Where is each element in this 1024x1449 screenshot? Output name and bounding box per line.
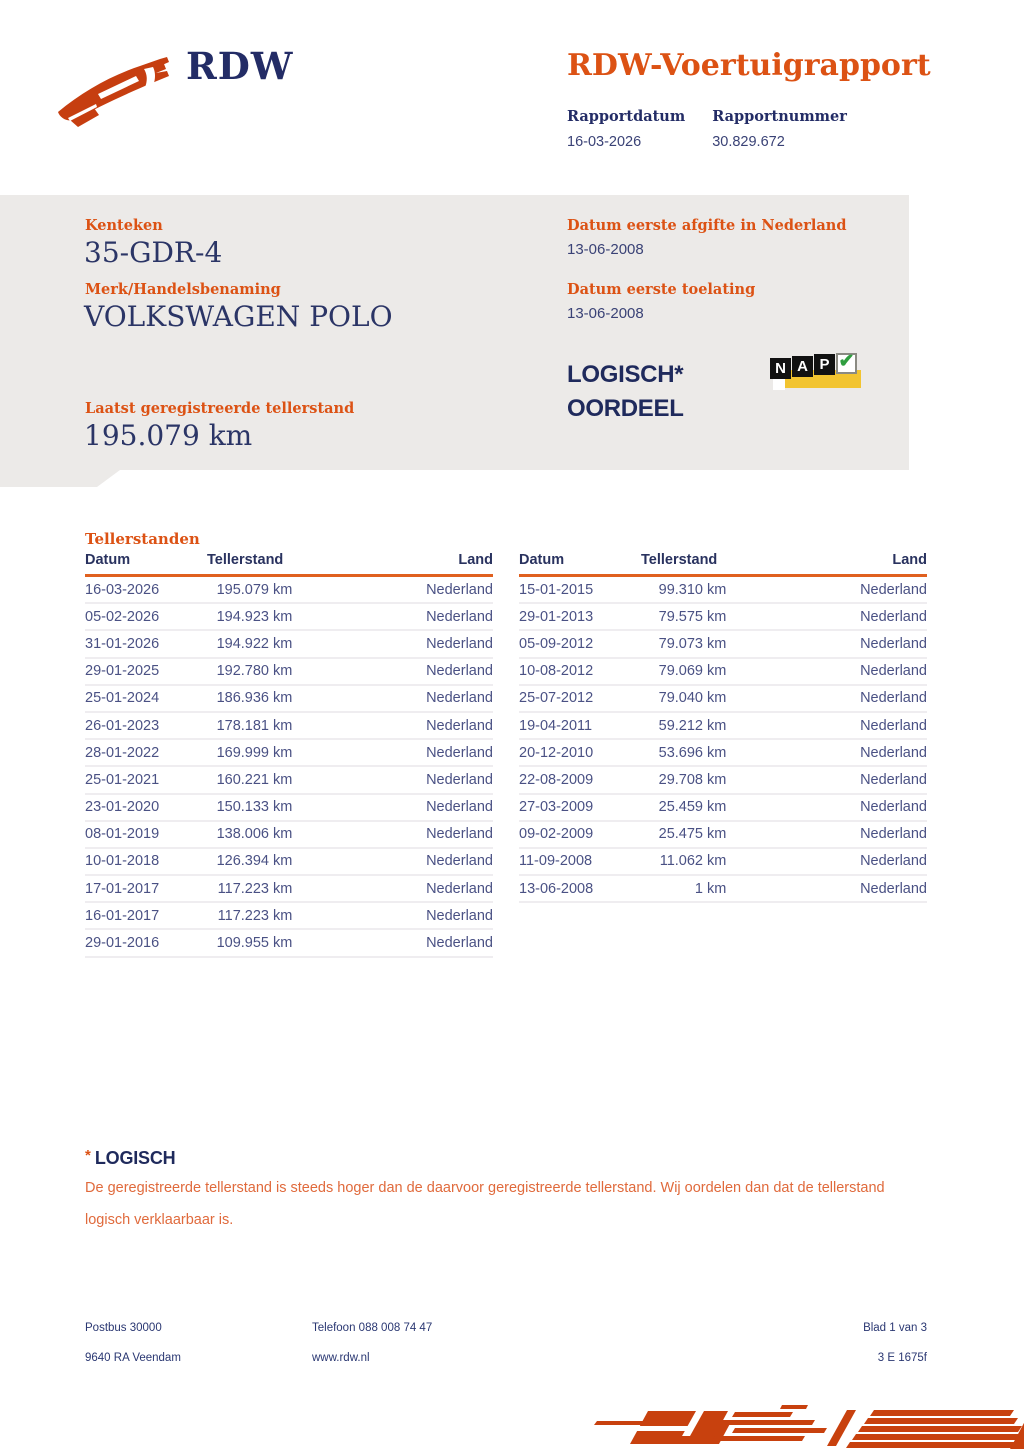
row-date: 20-12-2010 [519,744,594,761]
rdw-wing-logo-icon [48,48,188,133]
footer-address2: 9640 RA Veendam [85,1352,181,1364]
row-country: Nederland [426,608,493,625]
footer-website: www.rdw.nl [312,1352,370,1364]
row-date: 15-01-2015 [519,581,594,598]
row-odometer: 79.073 km [658,635,727,652]
header-tellerstand: Tellerstand [641,552,718,568]
row-country: Nederland [860,717,927,734]
footer-page-number: Blad 1 van 3 [863,1322,927,1334]
row-country: Nederland [426,880,493,897]
row-country: Nederland [426,744,493,761]
table-row [519,849,927,876]
toelating-label: Datum eerste toelating [567,281,756,298]
afgifte-label: Datum eerste afgifte in Nederland [567,217,847,234]
table-row [519,604,927,631]
oordeel-line1: LOGISCH* [567,361,684,388]
row-odometer: 109.955 km [216,935,293,952]
nap-letter-p: P [814,354,835,375]
row-country: Nederland [860,608,927,625]
row-date: 05-02-2026 [85,608,160,625]
row-country: Nederland [860,853,927,870]
row-date: 10-01-2018 [85,853,160,870]
table-row [519,822,927,849]
row-date: 25-01-2024 [85,690,160,707]
row-country: Nederland [426,717,493,734]
row-country: Nederland [426,581,493,598]
row-date: 22-08-2009 [519,771,594,788]
row-odometer: 195.079 km [216,581,293,598]
oordeel-line2: OORDEEL [567,395,684,422]
table-row [85,849,493,876]
row-country: Nederland [426,935,493,952]
row-date: 08-01-2019 [85,826,160,843]
row-odometer: 194.923 km [216,608,293,625]
row-date: 29-01-2025 [85,663,160,680]
speed-stripes-graphic [580,1390,1024,1449]
row-country: Nederland [426,799,493,816]
row-date: 27-03-2009 [519,799,594,816]
row-country: Nederland [860,581,927,598]
row-odometer: 79.040 km [658,690,727,707]
row-country: Nederland [860,771,927,788]
row-odometer: 126.394 km [216,853,293,870]
table-header-row [519,552,927,577]
row-date: 09-02-2009 [519,826,594,843]
kenteken-value: 35-GDR-4 [84,236,223,269]
row-country: Nederland [860,635,927,652]
report-meta [567,108,874,150]
row-odometer: 117.223 km [217,880,293,897]
row-date: 16-01-2017 [85,907,160,924]
row-odometer: 59.212 km [658,717,727,734]
kenteken-label: Kenteken [85,217,163,234]
row-odometer: 178.181 km [216,717,293,734]
row-odometer: 150.133 km [216,799,293,816]
row-odometer: 99.310 km [658,581,727,598]
table-row [519,686,927,713]
row-country: Nederland [860,826,927,843]
footnote-text: De geregistreerde tellerstand is steeds hoger dan de daarvoor geregistreerde tellerstand. Wij oordelen dan dat de tellerstand logisch verklaarbaar is. [85,1180,885,1228]
row-odometer: 186.936 km [216,690,293,707]
merk-value: VOLKSWAGEN POLO [84,300,393,333]
row-date: 05-09-2012 [519,635,594,652]
odometer-table-right [519,552,927,903]
table-row [519,713,927,740]
row-date: 29-01-2016 [85,935,160,952]
row-odometer: 169.999 km [216,744,293,761]
table-row [85,822,493,849]
row-odometer: 11.062 km [659,853,727,870]
table-row [85,876,493,903]
row-country: Nederland [426,826,493,843]
header-datum: Datum [85,552,131,568]
footer-row-2 [85,1352,927,1364]
row-country: Nederland [860,880,927,897]
row-country: Nederland [426,907,493,924]
header-datum: Datum [519,552,565,568]
table-row [519,767,927,794]
row-date: 10-08-2012 [519,663,594,680]
row-date: 29-01-2013 [519,608,594,625]
row-odometer: 138.006 km [216,826,293,843]
footnote-title [85,1147,175,1169]
row-date: 31-01-2026 [85,635,160,652]
tellerstand-value: 195.079 km [84,419,253,452]
row-country: Nederland [426,771,493,788]
row-date: 25-01-2021 [85,771,160,788]
row-date: 25-07-2012 [519,690,594,707]
row-date: 11-09-2008 [519,853,593,870]
nap-letter-n: N [770,358,791,379]
table-row [85,795,493,822]
report-date-label: Rapportdatum [567,108,686,125]
row-country: Nederland [860,799,927,816]
footer-form-code: 3 E 1675f [877,1352,927,1364]
table-row [519,740,927,767]
row-odometer: 117.223 km [217,907,293,924]
table-row [85,767,493,794]
row-date: 28-01-2022 [85,744,160,761]
table-row [85,903,493,930]
merk-label: Merk/Handelsbenaming [85,281,281,298]
table-row [85,604,493,631]
row-date: 26-01-2023 [85,717,160,734]
table-row [85,577,493,604]
row-date: 17-01-2017 [85,880,160,897]
row-country: Nederland [860,663,927,680]
table-row [519,659,927,686]
oordeel-verdict [567,358,684,426]
row-odometer: 79.069 km [658,663,727,680]
row-country: Nederland [860,690,927,707]
row-odometer: 1 km [694,880,727,897]
row-country: Nederland [426,690,493,707]
nap-letter-a: A [792,356,813,377]
report-number-value: 30.829.672 [712,134,785,150]
nap-check-tile [836,353,857,374]
table-row [85,631,493,658]
row-odometer: 53.696 km [658,744,727,761]
nap-check-icon: ✔ [838,351,855,372]
row-odometer: 25.475 km [658,826,727,843]
row-country: Nederland [426,635,493,652]
row-odometer: 194.922 km [216,635,293,652]
report-number-label: Rapportnummer [712,108,847,125]
footnote-asterisk: * [85,1147,91,1164]
toelating-value: 13-06-2008 [567,305,644,322]
table-body-left [85,577,493,958]
table-body-right [519,577,927,903]
afgifte-value: 13-06-2008 [567,241,644,258]
table-row [85,659,493,686]
footer-row-1 [85,1322,927,1334]
table-row [519,876,927,903]
table-row [85,930,493,957]
footer-phone: Telefoon 088 008 74 47 [312,1322,433,1334]
row-odometer: 192.780 km [216,663,293,680]
odometer-table-left [85,552,493,958]
table-row [85,740,493,767]
row-odometer: 25.459 km [658,799,727,816]
row-odometer: 29.708 km [658,771,727,788]
row-odometer: 79.575 km [658,608,727,625]
nap-logo [768,351,868,397]
row-country: Nederland [426,853,493,870]
footer-address1: Postbus 30000 [85,1322,162,1334]
table-row [519,795,927,822]
row-country: Nederland [860,744,927,761]
table-row [519,631,927,658]
header-land: Land [458,552,493,568]
row-date: 13-06-2008 [519,880,594,897]
footnote-word: LOGISCH [94,1148,176,1168]
row-date: 16-03-2026 [85,581,160,598]
row-date: 23-01-2020 [85,799,160,816]
tellerstand-label: Laatst geregistreerde tellerstand [85,400,355,417]
row-country: Nederland [426,663,493,680]
report-date-value: 16-03-2026 [567,134,642,150]
table-row [85,713,493,740]
rdw-logo-text: RDW [186,44,294,88]
header-land: Land [892,552,927,568]
table-title: Tellerstanden [85,530,200,548]
header-tellerstand: Tellerstand [207,552,284,568]
row-date: 19-04-2011 [519,717,593,734]
table-row [85,686,493,713]
table-row [519,577,927,604]
table-header-row [85,552,493,577]
page-title: RDW-Voertuigrapport [567,48,931,83]
row-odometer: 160.221 km [216,771,293,788]
